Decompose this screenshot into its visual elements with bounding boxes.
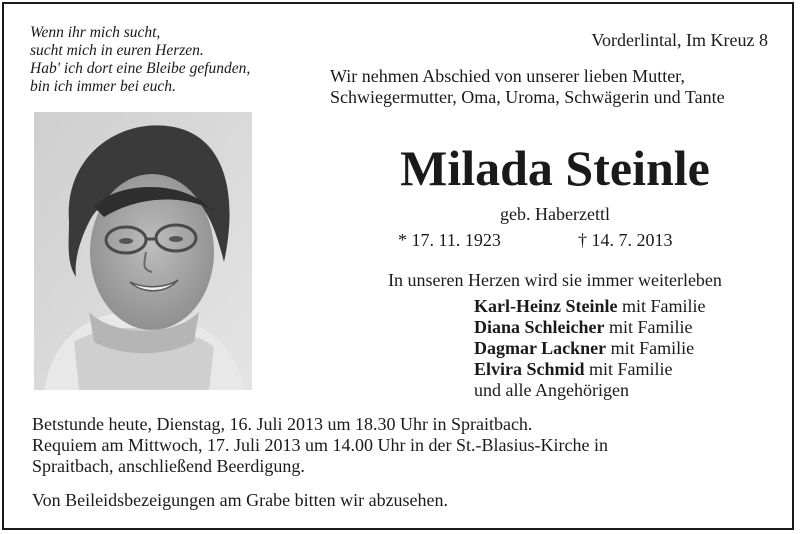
- mourner-entry: [474, 338, 705, 359]
- mourner-suffix: mit Familie: [617, 296, 706, 316]
- death-date: † 14. 7. 2013: [578, 230, 673, 250]
- mourner-name: Elvira Schmid: [474, 359, 585, 379]
- poem-line: Hab' ich dort eine Bleibe gefunden,: [30, 60, 251, 77]
- poem-line: Wenn ihr mich sucht,: [30, 24, 161, 41]
- portrait-photo: [34, 112, 252, 390]
- mourner-suffix: mit Familie: [604, 317, 693, 337]
- memory-line: In unseren Herzen wird sie immer weiterleben: [388, 270, 722, 290]
- poem-line: sucht mich in euren Herzen.: [30, 42, 204, 59]
- portrait-image: [34, 112, 252, 390]
- mourner-entry: [474, 296, 705, 317]
- poem-line: bin ich immer bei euch.: [30, 78, 176, 95]
- mourner-entry: [474, 317, 705, 338]
- mourners-closing: und alle Angehörigen: [474, 380, 629, 400]
- deceased-name: Milada Steinle: [400, 140, 710, 196]
- memorial-poem: [30, 24, 320, 96]
- service-details: [32, 414, 772, 477]
- farewell-text: Wir nehmen Abschied von unserer lieben Mutter, Schwiegermutter, Oma, Uroma, Schwägerin und Tante: [330, 66, 725, 107]
- mourner-suffix: mit Familie: [584, 359, 673, 379]
- mourner-entry: [474, 359, 705, 380]
- maiden-name: geb. Haberzettl: [500, 204, 610, 224]
- service-line: Betstunde heute, Dienstag, 16. Juli 2013 um 18.30 Uhr in Spraitbach.: [32, 414, 533, 434]
- address: Vorderlintal, Im Kreuz 8: [591, 30, 768, 50]
- service-line: Requiem am Mittwoch, 17. Juli 2013 um 14.00 Uhr in der St.-Blasius-Kirche in: [32, 435, 608, 455]
- mourner-name: Diana Schleicher: [474, 317, 605, 337]
- condolence-note: Von Beileidsbezeigungen am Grabe bitten wir abzusehen.: [32, 490, 449, 510]
- mourner-name: Dagmar Lackner: [474, 338, 607, 358]
- service-line: Spraitbach, anschließend Beerdigung.: [32, 456, 305, 476]
- mourner-name: Karl-Heinz Steinle: [474, 296, 618, 316]
- mourners-list: [474, 296, 705, 401]
- birth-date: * 17. 11. 1923: [398, 230, 501, 250]
- mourner-suffix: mit Familie: [606, 338, 695, 358]
